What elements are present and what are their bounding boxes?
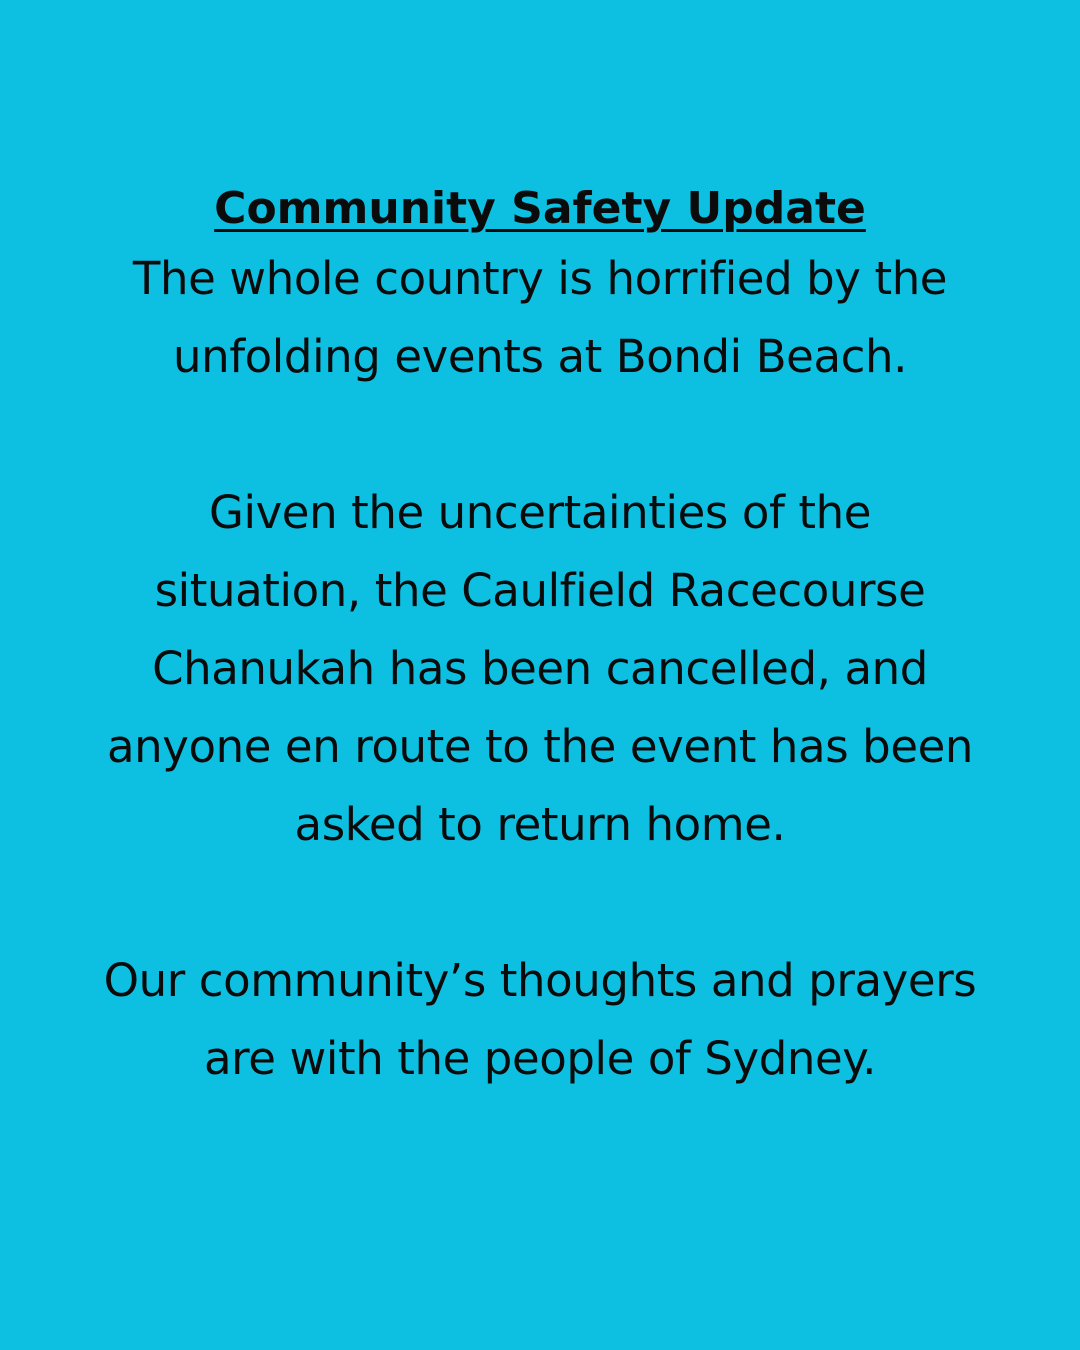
paragraph-line: Our community’s thoughts and prayers (103, 954, 977, 1007)
announcement-title: Community Safety Update (214, 183, 866, 234)
paragraph-spacer (40, 864, 1040, 942)
paragraph-thoughts (40, 942, 1040, 1098)
paragraph-line: Chanukah has been cancelled, and (152, 642, 928, 695)
paragraph-line: The whole country is horrified by the (132, 252, 948, 305)
announcement-body (40, 178, 1040, 1098)
paragraph-horrified (40, 240, 1040, 396)
paragraph-line: are with the people of Sydney. (203, 1032, 876, 1085)
paragraph-line: Given the uncertainties of the (209, 486, 871, 539)
paragraph-line: asked to return home. (294, 798, 786, 851)
paragraph-spacer (40, 396, 1040, 474)
paragraph-line: unfolding events at Bondi Beach. (172, 330, 907, 383)
paragraph-cancellation (40, 474, 1040, 864)
paragraph-line: situation, the Caulfield Racecourse (154, 564, 926, 617)
paragraph-line: anyone en route to the event has been (106, 720, 974, 773)
